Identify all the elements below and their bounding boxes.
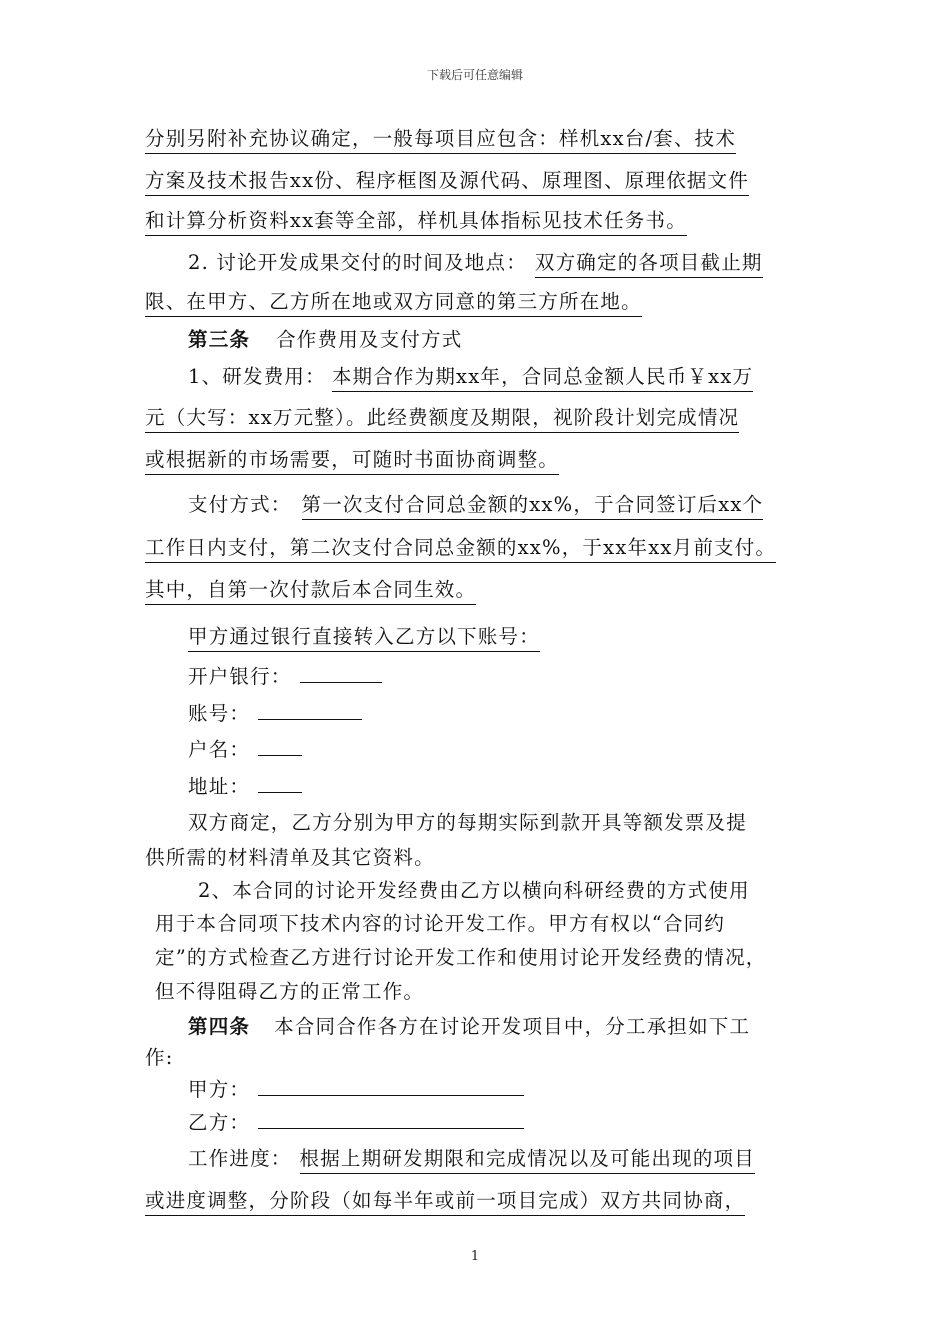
paragraph-line <box>145 535 776 561</box>
bank-name-blank <box>300 662 382 683</box>
underlined-text: 限、在甲方、乙方所在地或双方同意的第三方所在地。 <box>145 290 642 317</box>
clause-label: 1、研发费用： <box>188 365 326 388</box>
party-field-row <box>188 1108 524 1136</box>
underlined-text: 第一次支付合同总金额的xx%，于合同签订后xx个 <box>302 493 764 520</box>
paragraph-line: 2、本合同的讨论开发经费由乙方以横向科研经费的方式使用 <box>198 879 750 902</box>
paragraph-line <box>188 1146 755 1172</box>
account-number-label: 账号： <box>188 702 251 725</box>
paragraph-line <box>145 577 476 603</box>
page-number: 1 <box>470 1249 480 1264</box>
paragraph-line: 双方商定，乙方分别为甲方的每期实际到款开具等额发票及提 <box>188 811 747 834</box>
section-heading <box>188 1014 750 1040</box>
account-name-blank <box>258 735 302 756</box>
underlined-text: 和计算分析资料xx套等全部，样机具体指标见技术任务书。 <box>145 209 687 236</box>
paragraph-line <box>145 208 687 234</box>
paragraph-line: 用于本合同项下技术内容的讨论开发工作。甲方有权以“合同约 <box>155 912 726 935</box>
paragraph-line: 定”的方式检查乙方进行讨论开发工作和使用讨论开发经费的情况， <box>155 946 767 969</box>
underlined-text: 元（大写：xx万元整）。此经费额度及期限，视阶段计划完成情况 <box>145 406 739 433</box>
party-field-row <box>188 1075 524 1103</box>
underlined-text: 工作日内支付，第二次支付合同总金额的xx%，于xx年xx月前支付。 <box>145 536 776 563</box>
paragraph-line: 但不得阻碍乙方的正常工作。 <box>155 980 425 1003</box>
address-blank <box>258 772 302 793</box>
paragraph-line <box>145 1188 745 1214</box>
underlined-text: 本期合作为期xx年，合同总金额人民币￥xx万 <box>332 365 753 392</box>
underlined-text: 双方确定的各项目截止期 <box>535 251 763 278</box>
clause-label: 工作进度： <box>188 1147 292 1170</box>
underlined-text: 分别另附补充协议确定，一般每项目应包含：样机xx台/套、技术 <box>145 127 736 154</box>
party-a-label: 甲方： <box>188 1078 251 1101</box>
clause-label: 支付方式： <box>188 493 292 516</box>
section-heading <box>188 327 462 353</box>
bank-field-row <box>188 772 302 800</box>
party-a-blank <box>258 1075 524 1096</box>
bank-field-row <box>188 662 382 690</box>
paragraph-line <box>145 289 642 315</box>
underlined-text: 其中，自第一次付款后本合同生效。 <box>145 578 476 605</box>
account-name-label: 户名： <box>188 738 251 761</box>
bank-field-row <box>188 735 302 763</box>
party-b-blank <box>258 1108 524 1129</box>
paragraph-line <box>188 624 540 650</box>
underlined-text: 或根据新的市场需要，可随时书面协商调整。 <box>145 448 559 475</box>
underlined-text: 根据上期研发期限和完成情况以及可能出现的项目 <box>300 1147 755 1174</box>
paragraph-line: 供所需的材料清单及其它资料。 <box>145 846 435 869</box>
paragraph-line <box>188 492 763 518</box>
bank-field-row <box>188 699 362 727</box>
underlined-text: 方案及技术报告xx份、程序框图及源代码、原理图、原理依据文件 <box>145 169 749 196</box>
paragraph-line <box>145 126 736 152</box>
party-b-label: 乙方： <box>188 1111 251 1134</box>
paragraph-line <box>188 250 763 276</box>
clause-label: 2. 讨论开发成果交付的时间及地点： <box>188 251 527 274</box>
account-number-blank <box>258 699 362 720</box>
paragraph-line <box>188 364 753 390</box>
article-number: 第四条 <box>188 1015 251 1038</box>
address-label: 地址： <box>188 775 251 798</box>
underlined-text: 或进度调整，分阶段（如每半年或前一项目完成）双方共同协商， <box>145 1189 745 1216</box>
page-header: 下载后可任意编辑 <box>426 68 523 82</box>
paragraph-line: 作: <box>145 1046 174 1069</box>
article-title: 合作费用及支付方式 <box>276 328 463 351</box>
paragraph-line <box>145 168 749 194</box>
paragraph-line <box>145 447 559 473</box>
article-number: 第三条 <box>188 328 251 351</box>
bank-name-label: 开户银行： <box>188 665 292 688</box>
article-title: 本合同合作各方在讨论开发项目中，分工承担如下工 <box>274 1015 751 1038</box>
underlined-text: 甲方通过银行直接转入乙方以下账号： <box>188 625 540 652</box>
paragraph-line <box>145 405 739 431</box>
